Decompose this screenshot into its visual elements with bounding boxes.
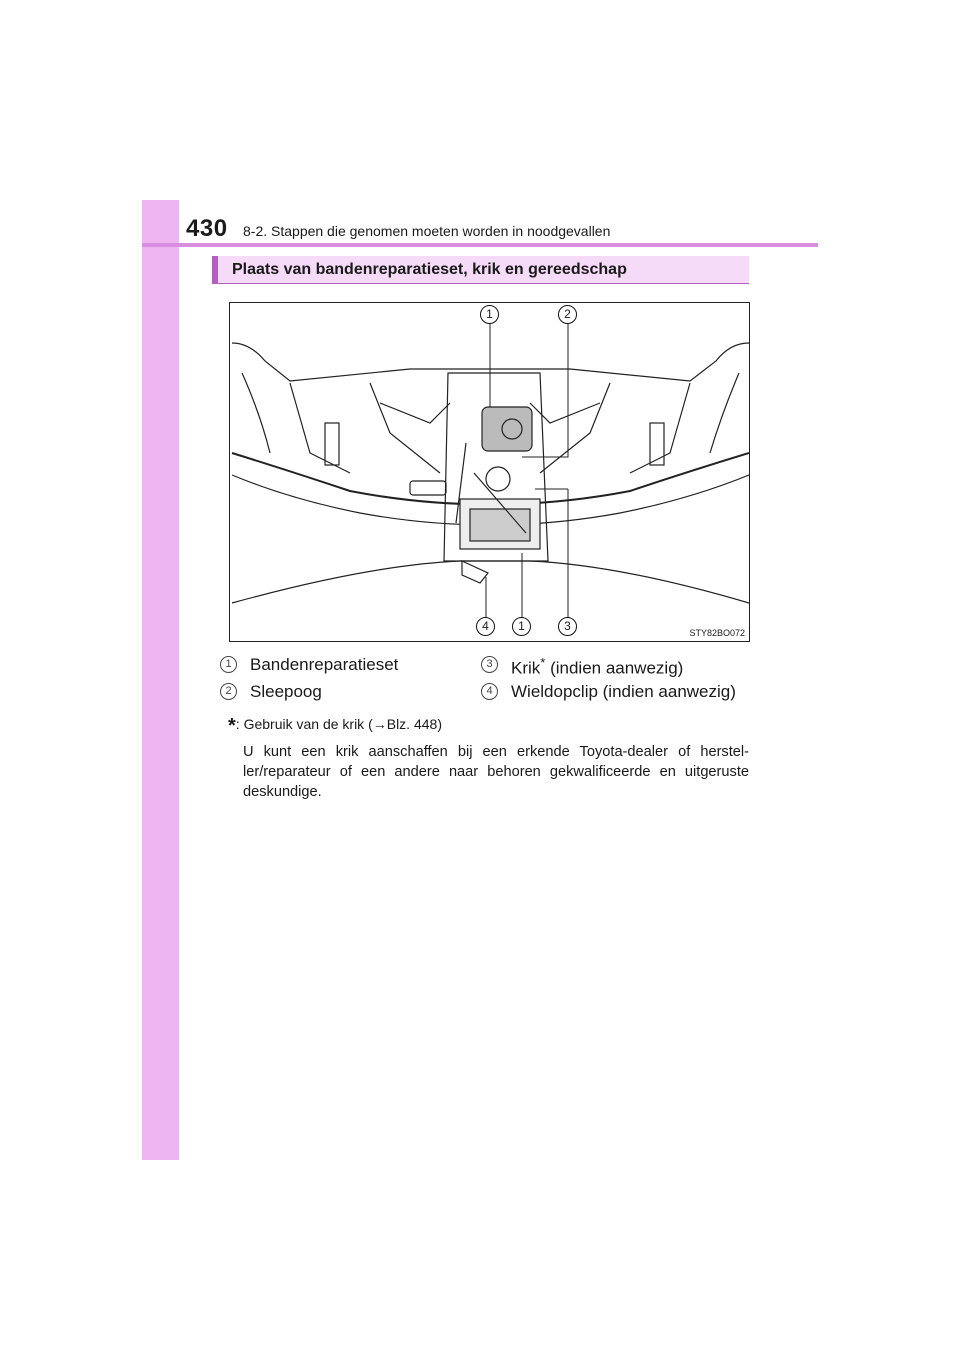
figure-code: STY82BO072 bbox=[689, 628, 745, 638]
legend-star: * bbox=[540, 655, 546, 670]
legend-num: 3 bbox=[481, 656, 498, 673]
callout-bottom-1: 1 bbox=[512, 617, 531, 636]
legend-label: Krik bbox=[511, 658, 541, 678]
page-number: 430 bbox=[186, 215, 228, 242]
callout-bottom-3: 3 bbox=[558, 617, 577, 636]
header-rule bbox=[142, 243, 818, 247]
section-header bbox=[212, 256, 749, 284]
trunk-illustration bbox=[229, 302, 750, 642]
footnote-star: * bbox=[228, 715, 236, 737]
footnote bbox=[228, 712, 442, 735]
footnote-text: : Gebruik van de krik (→Blz. 448) bbox=[235, 716, 442, 732]
legend-label: Bandenreparatieset bbox=[250, 655, 399, 674]
legend-num: 4 bbox=[481, 683, 498, 700]
legend-label: Sleepoog bbox=[250, 682, 322, 701]
legend-text bbox=[511, 655, 683, 679]
callout-top-1: 1 bbox=[480, 305, 499, 324]
callout-bottom-4: 4 bbox=[476, 617, 495, 636]
body-paragraph: U kunt een krik aanschaffen bij een erkende Toyota-dealer of herstel-ler/reparateur of een andere naar behoren gekwalificeerde en uitgeruste deskundige. bbox=[243, 744, 749, 800]
side-tab bbox=[142, 200, 179, 1160]
callout-top-2: 2 bbox=[558, 305, 577, 324]
chapter-title: 8-2. Stappen die genomen moeten worden in noodgevallen bbox=[243, 223, 611, 239]
legend-num: 2 bbox=[220, 683, 237, 700]
trunk-drawing bbox=[230, 303, 750, 642]
legend-num: 1 bbox=[220, 656, 237, 673]
section-title: Plaats van bandenreparatieset, krik en gereedschap bbox=[232, 261, 627, 278]
legend-suffix: (indien aanwezig) bbox=[545, 658, 684, 678]
legend-label: Wieldopclip (indien aanwezig) bbox=[511, 682, 736, 701]
